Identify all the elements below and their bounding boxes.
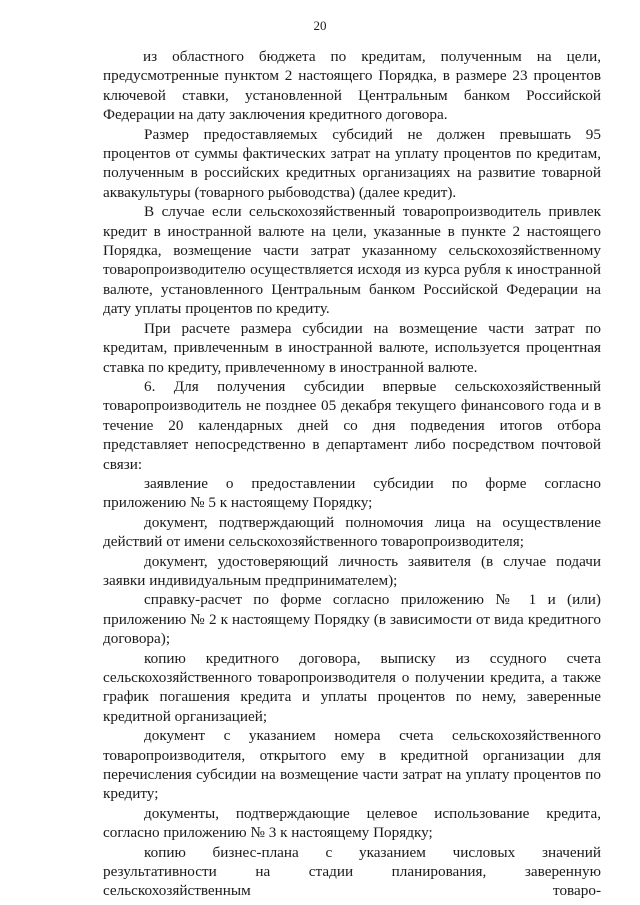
paragraph-subsidy-limit: Размер предоставляемых субсидий не должен превышать 95 процентов от суммы фактических затрат на уплату процентов по кредитам, полученным в российских кредитных организациях на развитие товарной аквакультуры (товарного рыбоводства) (далее кредит). — [103, 125, 601, 201]
paragraph-foreign-currency-loan: В случае если сельскохозяйственный товаропроизводитель привлек кредит в иностранной валюте на цели, указанные в пункте 2 настоящего Порядка, возмещение части затрат указанному сельскохозяйственному товаропроизводителю осуществляется исходя из курса рубля к иностранной валюте, установленного Центральным банком Российской Федерации на дату уплаты процентов по кредиту. — [103, 203, 601, 318]
list-item-loan-agreement-copy: копию кредитного договора, выписку из ссудного счета сельскохозяйственного товаропроизводителя о получении кредита, а также график погашения кредита и уплаты процентов по нему, заверенные кредитной организацией; — [103, 649, 601, 725]
list-item-application: заявление о предоставлении субсидии по форме согласно приложению № 5 к настоящему Порядку; — [103, 474, 601, 512]
paragraph-item-6: 6. Для получения субсидии впервые сельскохозяйственный товаропроизводитель не позднее 05 декабря текущего финансового года и в течение 20 календарных дней со дня подведения итогов отбора представляет непосредственно в департамент либо посредством почтовой связи: — [103, 377, 601, 473]
list-item-calculation-certificate: справку-расчет по форме согласно приложению № 1 и (или) приложению № 2 к настоящему Порядку (в зависимости от вида кредитного договора); — [103, 591, 601, 648]
list-item-business-plan: копию бизнес-плана с указанием числовых значений результативности на стадии планирования, заверенную сельскохозяйственным товаро- — [103, 843, 601, 900]
list-item-account-document: документ с указанием номера счета сельскохозяйственного товаропроизводителя, открытого ему в кредитной организации для перечисления субсидии на возмещение части затрат на уплату процентов по кредиту; — [103, 727, 601, 803]
list-item-identity-document: документ, удостоверяющий личность заявителя (в случае подачи заявки индивидуальным предпринимателем); — [103, 552, 601, 589]
document-body — [103, 47, 601, 901]
paragraph-foreign-currency-rate: При расчете размера субсидии на возмещение части затрат по кредитам, привлеченным в иностранной валюте, используется процентная ставка по кредиту, привлеченному в иностранной валюте. — [103, 319, 601, 376]
list-item-authority-document: документ, подтверждающий полномочия лица на осуществление действий от имени сельскохозяйственного товаропроизводителя; — [103, 513, 601, 551]
paragraph-subsidy-rate: из областного бюджета по кредитам, полученным на цели, предусмотренные пунктом 2 настоящего Порядка, в размере 23 процентов ключевой ставки, установленной Центральным банком Российской Федерации на дату заключения кредитного договора. — [103, 48, 601, 124]
list-item-purpose-documents: документы, подтверждающие целевое использование кредита, согласно приложению № 3 к настоящему Порядку; — [103, 804, 601, 842]
page-number: 20 — [313, 18, 327, 33]
